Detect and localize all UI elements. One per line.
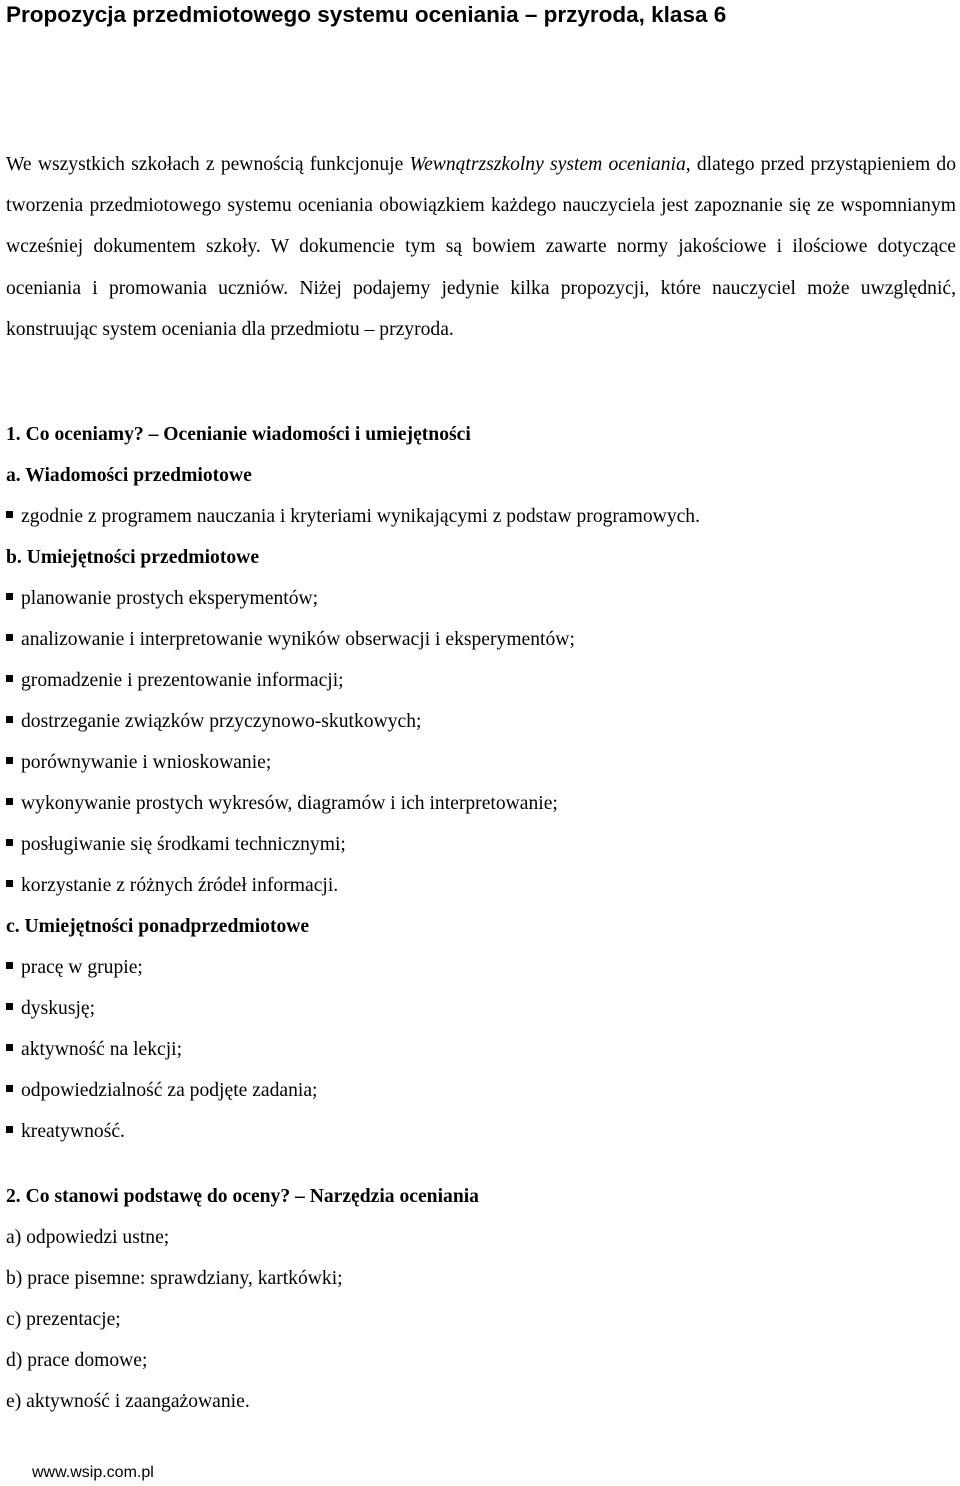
intro-italic-term: Wewnątrzszkolny system oceniania: [409, 154, 686, 175]
square-bullet-icon: [6, 511, 13, 518]
intro-paragraph: [6, 144, 956, 350]
list-item-text: kreatywność.: [21, 1121, 125, 1142]
square-bullet-icon: [6, 1003, 13, 1010]
square-bullet-icon: [6, 880, 13, 887]
list-item-text: pracę w grupie;: [21, 957, 143, 978]
intro-text-start: We wszystkich szkołach z pewnością funkcjonuje: [6, 154, 410, 175]
subsection-b-heading: b. Umiejętności przedmiotowe: [6, 547, 260, 568]
list-item-text: posługiwanie się środkami technicznymi;: [21, 834, 346, 855]
square-bullet-icon: [6, 757, 13, 764]
list-item: [6, 783, 558, 824]
square-bullet-icon: [6, 839, 13, 846]
list-item-text: odpowiedzialność za podjęte zadania;: [21, 1080, 318, 1101]
subsection-a-heading: a. Wiadomości przedmiotowe: [6, 465, 252, 486]
list-item: [6, 1111, 125, 1152]
list-item: [6, 947, 143, 988]
list-item: [6, 988, 95, 1029]
list-item: [6, 1029, 182, 1070]
square-bullet-icon: [6, 1126, 13, 1133]
page-title: Propozycja przedmiotowego systemu oceniania – przyroda, klasa 6: [6, 2, 727, 27]
list-item-text: gromadzenie i prezentowanie informacji;: [21, 670, 344, 691]
list-item: [6, 660, 344, 701]
list-item: c) prezentacje;: [6, 1309, 121, 1330]
square-bullet-icon: [6, 1085, 13, 1092]
list-item-text: dostrzeganie związków przyczynowo-skutkowych;: [21, 711, 422, 732]
list-item-text: dyskusję;: [21, 998, 96, 1019]
subsection-c-heading: c. Umiejętności ponadprzedmiotowe: [6, 916, 310, 937]
list-item-text: porównywanie i wnioskowanie;: [21, 752, 272, 773]
list-item: d) prace domowe;: [6, 1350, 148, 1371]
square-bullet-icon: [6, 962, 13, 969]
list-item: [6, 865, 338, 906]
list-item: [6, 496, 700, 537]
list-item: e) aktywność i zaangażowanie.: [6, 1391, 250, 1412]
list-item: [6, 701, 421, 742]
section-1-heading: 1. Co oceniamy? – Ocenianie wiadomości i umiejętności: [6, 424, 471, 445]
square-bullet-icon: [6, 716, 13, 723]
square-bullet-icon: [6, 593, 13, 600]
list-item: [6, 619, 575, 660]
square-bullet-icon: [6, 634, 13, 641]
list-item: b) prace pisemne: sprawdziany, kartkówki;: [6, 1268, 343, 1289]
list-item: [6, 824, 346, 865]
list-item: [6, 1070, 318, 1111]
square-bullet-icon: [6, 1044, 13, 1051]
list-item: [6, 578, 318, 619]
square-bullet-icon: [6, 675, 13, 682]
list-item: a) odpowiedzi ustne;: [6, 1227, 170, 1248]
list-item-text: aktywność na lekcji;: [21, 1039, 183, 1060]
footer-url: www.wsip.com.pl: [32, 1464, 154, 1481]
list-item-text: zgodnie z programem nauczania i kryteriami wynikającymi z podstaw programowych.: [21, 506, 701, 527]
list-item-text: wykonywanie prostych wykresów, diagramów i ich interpretowanie;: [21, 793, 558, 814]
list-item-text: analizowanie i interpretowanie wyników obserwacji i eksperymentów;: [21, 629, 575, 650]
section-2-heading: 2. Co stanowi podstawę do oceny? – Narzędzia oceniania: [6, 1186, 479, 1207]
list-item: [6, 742, 271, 783]
intro-text-rest: , dlatego przed przystąpieniem do tworzenia przedmiotowego systemu oceniania obowiązkiem każdego nauczyciela jest zapoznanie się ze wspomnianym wcześniej dokumentem szkoły. W dokumencie tym są bowiem zawarte normy jakościowe i ilościowe dotyczące oceniania i promowania uczniów. Niżej podajemy jedynie kilka propozycji, które nauczyciel może uwzględnić, konstruując system oceniania dla przedmiotu – przyroda.: [6, 154, 956, 340]
square-bullet-icon: [6, 798, 13, 805]
list-item-text: korzystanie z różnych źródeł informacji.: [21, 875, 339, 896]
list-item-text: planowanie prostych eksperymentów;: [21, 588, 319, 609]
